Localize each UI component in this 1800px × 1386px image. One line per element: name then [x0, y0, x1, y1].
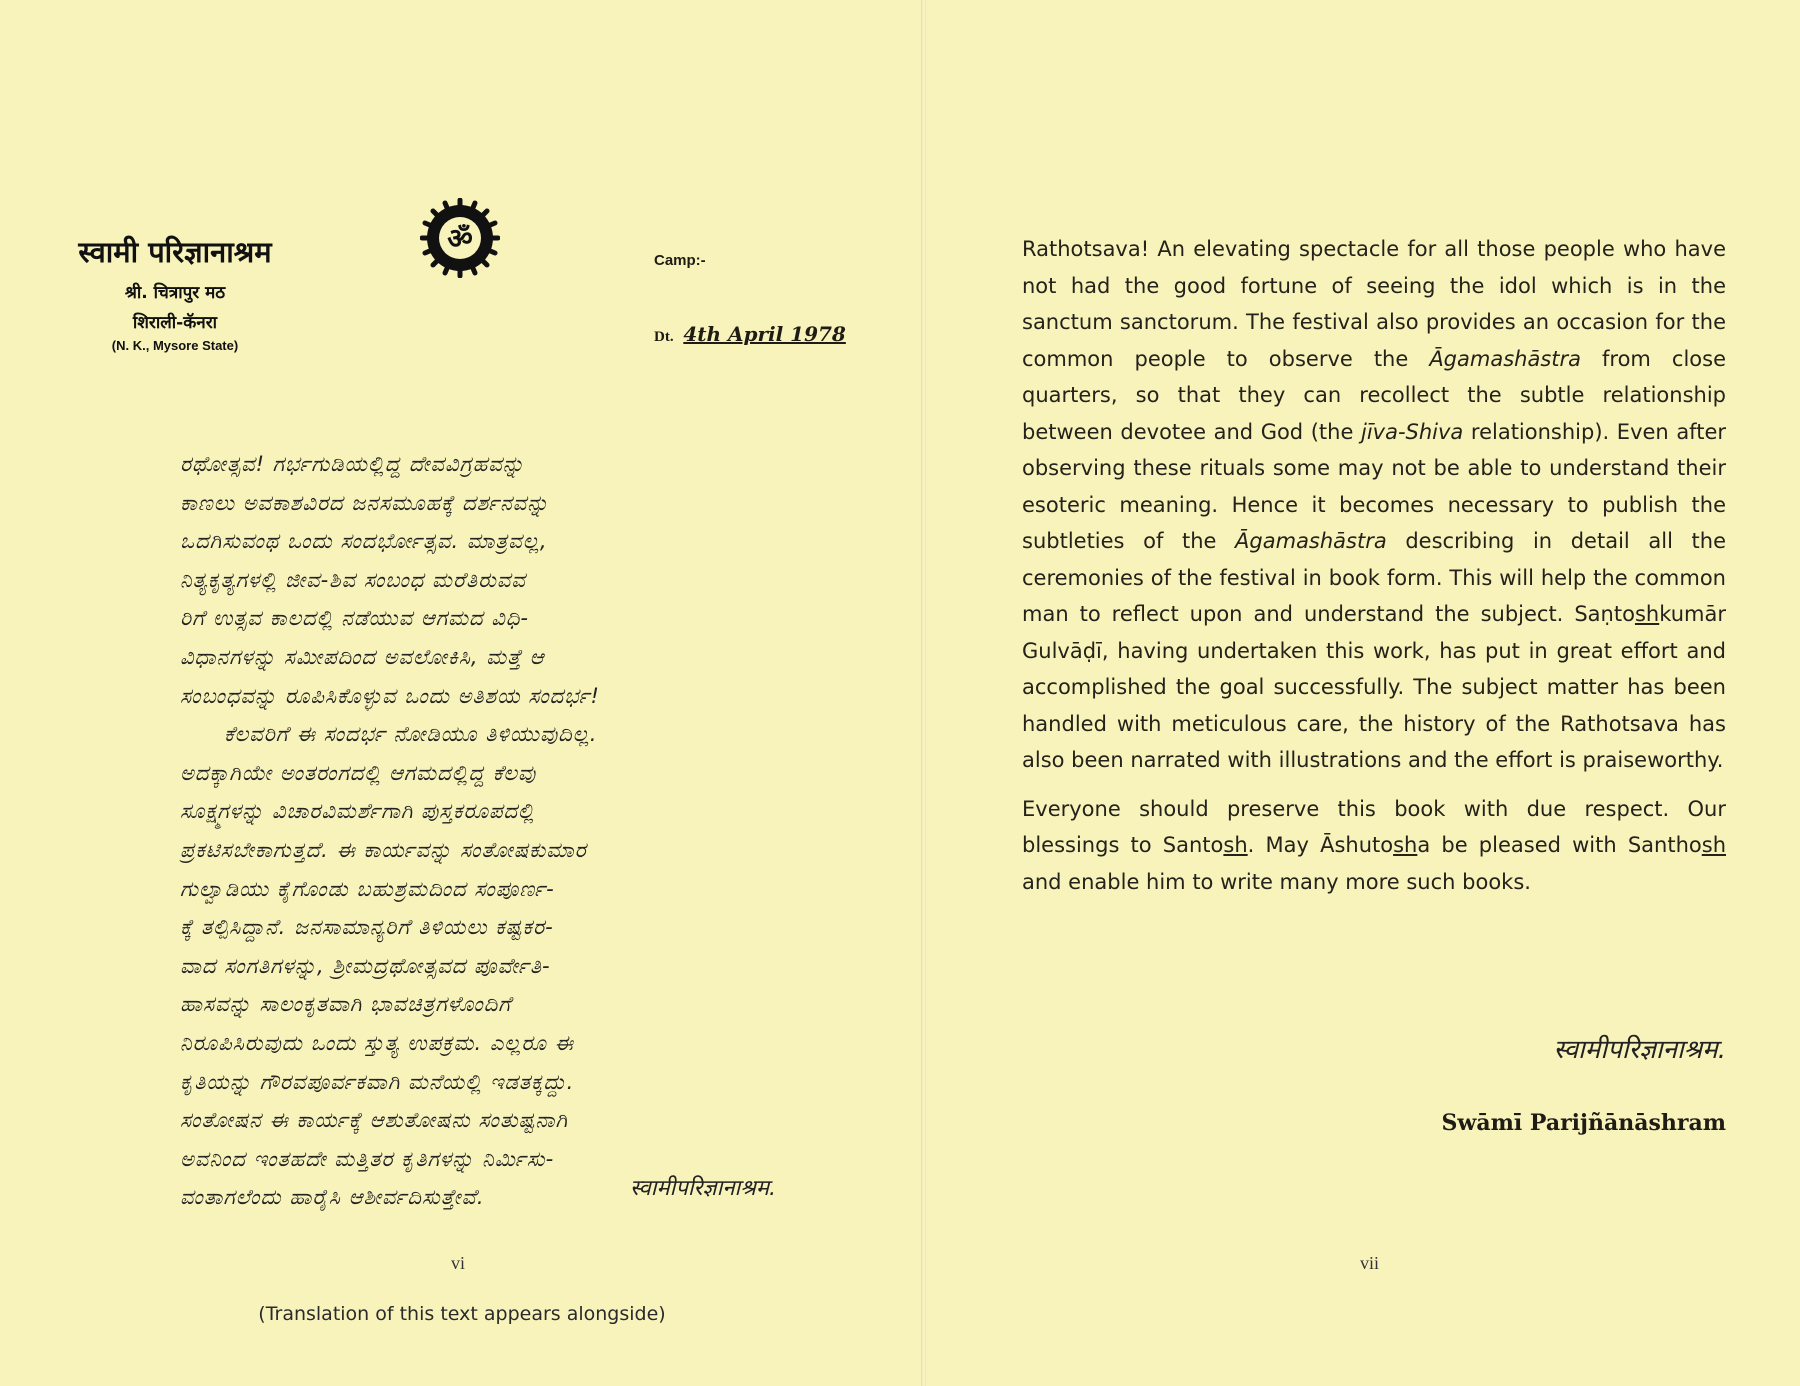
- text-run: kumār Gulvāḍī, having undertaken this work, has put in great effort and accomplished the goal successfully. The subject matter has been handled with meticulous care, the history of the Rathotsava has also been narrated with illustrations and the effort is praiseworthy.: [1022, 602, 1726, 772]
- text-run: Everyone should preserve this book with due respect. Our blessings to Santo: [1022, 796, 1726, 857]
- letter-line: ಅದಕ್ಕಾಗಿಯೇ ಅಂತರಂಗದಲ್ಲಿ ಆಗಮದಲ್ಲಿದ್ದ ಕೆಲವು: [180, 760, 537, 785]
- om-emblem-icon: [420, 198, 500, 278]
- underlined-text: sh: [1701, 833, 1727, 857]
- italic-term: jīva-Shiva: [1360, 419, 1464, 444]
- letter-line: ಅವನಿಂದ ಇಂತಹದೇ ಮತ್ತಿತರ ಕೃತಿಗಳನ್ನು ನಿರ್ಮಿಸು-: [180, 1146, 555, 1171]
- letter-line: ವಾದ ಸಂಗತಿಗಳನ್ನು, ಶ್ರೀಮದ್ರಥೋತ್ಸವದ ಪೂರ್ವೇತಿ-: [180, 953, 551, 978]
- right-page: [926, 0, 1800, 1386]
- letter-line: ಸೂಕ್ಷ್ಮಗಳನ್ನು ವಿಚಾರವಿಮರ್ಶೆಗಾಗಿ ಪುಸ್ತಕರೂಪದಲ್ಲಿ: [180, 799, 535, 824]
- letter-line: ವಿಧಾನಗಳನ್ನು ಸಮೀಪದಿಂದ ಅವಲೋಕಿಸಿ, ಮತ್ತೆ ಆ: [180, 644, 545, 669]
- italic-term: Āgamashāstra: [1235, 529, 1387, 553]
- letter-signature: स्वामीपरिज्ञानाश्रम.: [630, 1176, 776, 1201]
- text-run: from close quarters, so that they can recollect the subtle relationship between devotee and God (the: [1022, 346, 1726, 444]
- page-number-left: vi: [451, 1253, 466, 1273]
- letter-line: ಪ್ರಕಟಿಸಬೇಕಾಗುತ್ತದೆ. ಈ ಕಾರ್ಯವನ್ನು ಸಂತೋಷಕುಮಾರ: [180, 837, 587, 862]
- page-number-right: vii: [1360, 1253, 1380, 1273]
- letterhead-place: शिराली-कॅनरा: [132, 313, 218, 333]
- letterhead-state: (N. K., Mysore State): [111, 338, 239, 353]
- underlined-text: sh: [1634, 602, 1660, 626]
- signer-name: Swāmī Parijñānāshram: [1441, 1110, 1726, 1136]
- translation-signature: स्वामीपरिज्ञानाश्रम.: [1553, 1035, 1726, 1065]
- text-run: describing in detail all the ceremonies of the festival in book form. This will help the common man to reflect upon and understand the subject. Saṇto: [1022, 529, 1726, 626]
- translation-paragraph-2: [1022, 791, 1726, 901]
- translation-text: [1022, 231, 1726, 912]
- text-run: and enable him to write many more such books.: [1022, 869, 1531, 894]
- underlined-text: sh: [1393, 833, 1418, 857]
- letter-line: ಕಾಣಲು ಅವಕಾಶವಿರದ ಜನಸಮೂಹಕ್ಕೆ ದರ್ಶನವನ್ನು: [180, 490, 550, 515]
- italic-term: Āgamashāstra: [1429, 346, 1581, 371]
- underlined-text: sh: [1223, 833, 1248, 857]
- date-value: 4th April 1978: [683, 322, 846, 346]
- om-glyph: ॐ: [447, 222, 473, 255]
- text-run: Rathotsava! An elevating spectacle for all those people who have not had the good fortune of seeing the idol which is in the sanctum sanctorum. The festival also provides an occasion for the common people to observe the: [1022, 237, 1726, 371]
- letter-line: ಸಂತೋಷನ ಈ ಕಾರ್ಯಕ್ಕೆ ಆಶುತೋಷನು ಸಂತುಷ್ಟನಾಗಿ: [180, 1108, 568, 1133]
- camp-label: Camp:-: [654, 252, 706, 269]
- letter-line: ನಿರೂಪಿಸಿರುವುದು ಒಂದು ಸ್ತುತ್ಯ ಉಪಕ್ರಮ. ಎಲ್ಲರೂ ಈ: [180, 1030, 574, 1055]
- letter-line: ಕೃತಿಯನ್ನು ಗೌರವಪೂರ್ವಕವಾಗಿ ಮನೆಯಲ್ಲಿ ಇಡತಕ್ಕದ್ದು.: [180, 1069, 575, 1094]
- letter-line: ನಿತ್ಯಕೃತ್ಯಗಳಲ್ಲಿ ಜೀವ-ಶಿವ ಸಂಬಂಧ ಮರೆತಿರುವವ: [180, 567, 526, 592]
- letterhead-math: श्री. चित्रापुर मठ: [124, 283, 226, 303]
- letter-line: ವಂತಾಗಲೆಂದು ಹಾರೈಸಿ ಆಶೀರ್ವದಿಸುತ್ತೇವೆ.: [180, 1185, 485, 1210]
- letter-line: ಒದಗಿಸುವಂಥ ಒಂದು ಸಂದರ್ಭೋತ್ಸವ. ಮಾತ್ರವಲ್ಲ,: [180, 529, 548, 554]
- letterhead-name: स्वामी परिज्ञानाश्रम: [78, 235, 272, 269]
- date-label: Dt.: [654, 329, 674, 345]
- text-run: . May Āshuto: [1247, 833, 1394, 857]
- handwritten-letter: [180, 445, 780, 1217]
- text-run: a be pleased with Santho: [1417, 833, 1702, 857]
- letter-line: ಕ್ಕೆ ತಲ್ಪಿಸಿದ್ದಾನೆ. ಜನಸಾಮಾನ್ಯರಿಗೆ ತಿಳಿಯಲು ಕಷ್ಟಕರ-: [180, 915, 554, 940]
- letter-line: ರಥೋತ್ಸವ! ಗರ್ಭಗುಡಿಯಲ್ಲಿದ್ದ ದೇವವಿಗ್ರಹವನ್ನು: [180, 452, 525, 476]
- letter-line: ಹಾಸವನ್ನು ಸಾಲಂಕೃತವಾಗಿ ಭಾವಚಿತ್ರಗಳೊಂದಿಗೆ: [180, 992, 512, 1017]
- text-run: relationship). Even after observing these rituals some may not be able to understand their esoteric meaning. Hence it becomes necessary to publish the subtleties of the: [1022, 419, 1726, 553]
- letter-line: ಗುಲ್ವಾಡಿಯು ಕೈಗೊಂಡು ಬಹುಶ್ರಮದಿಂದ ಸಂಪೂರ್ಣ-: [180, 876, 555, 901]
- letter-line: ಕೆಲವರಿಗೆ ಈ ಸಂದರ್ಭ ನೋಡಿಯೂ ತಿಳಿಯುವುದಿಲ್ಲ.: [224, 722, 598, 747]
- letter-line: ಸಂಬಂಧವನ್ನು ರೂಪಿಸಿಕೊಳ್ಳುವ ಒಂದು ಅತಿಶಯ ಸಂದರ್ಭ!: [180, 683, 600, 708]
- translation-paragraph-1: [1022, 231, 1726, 779]
- translation-caption: (Translation of this text appears alongside): [258, 1303, 666, 1325]
- letter-line: ರಿಗೆ ಉತ್ಸವ ಕಾಲದಲ್ಲಿ ನಡೆಯುವ ಆಗಮದ ವಿಧಿ-: [180, 606, 529, 631]
- date-line: [654, 322, 846, 346]
